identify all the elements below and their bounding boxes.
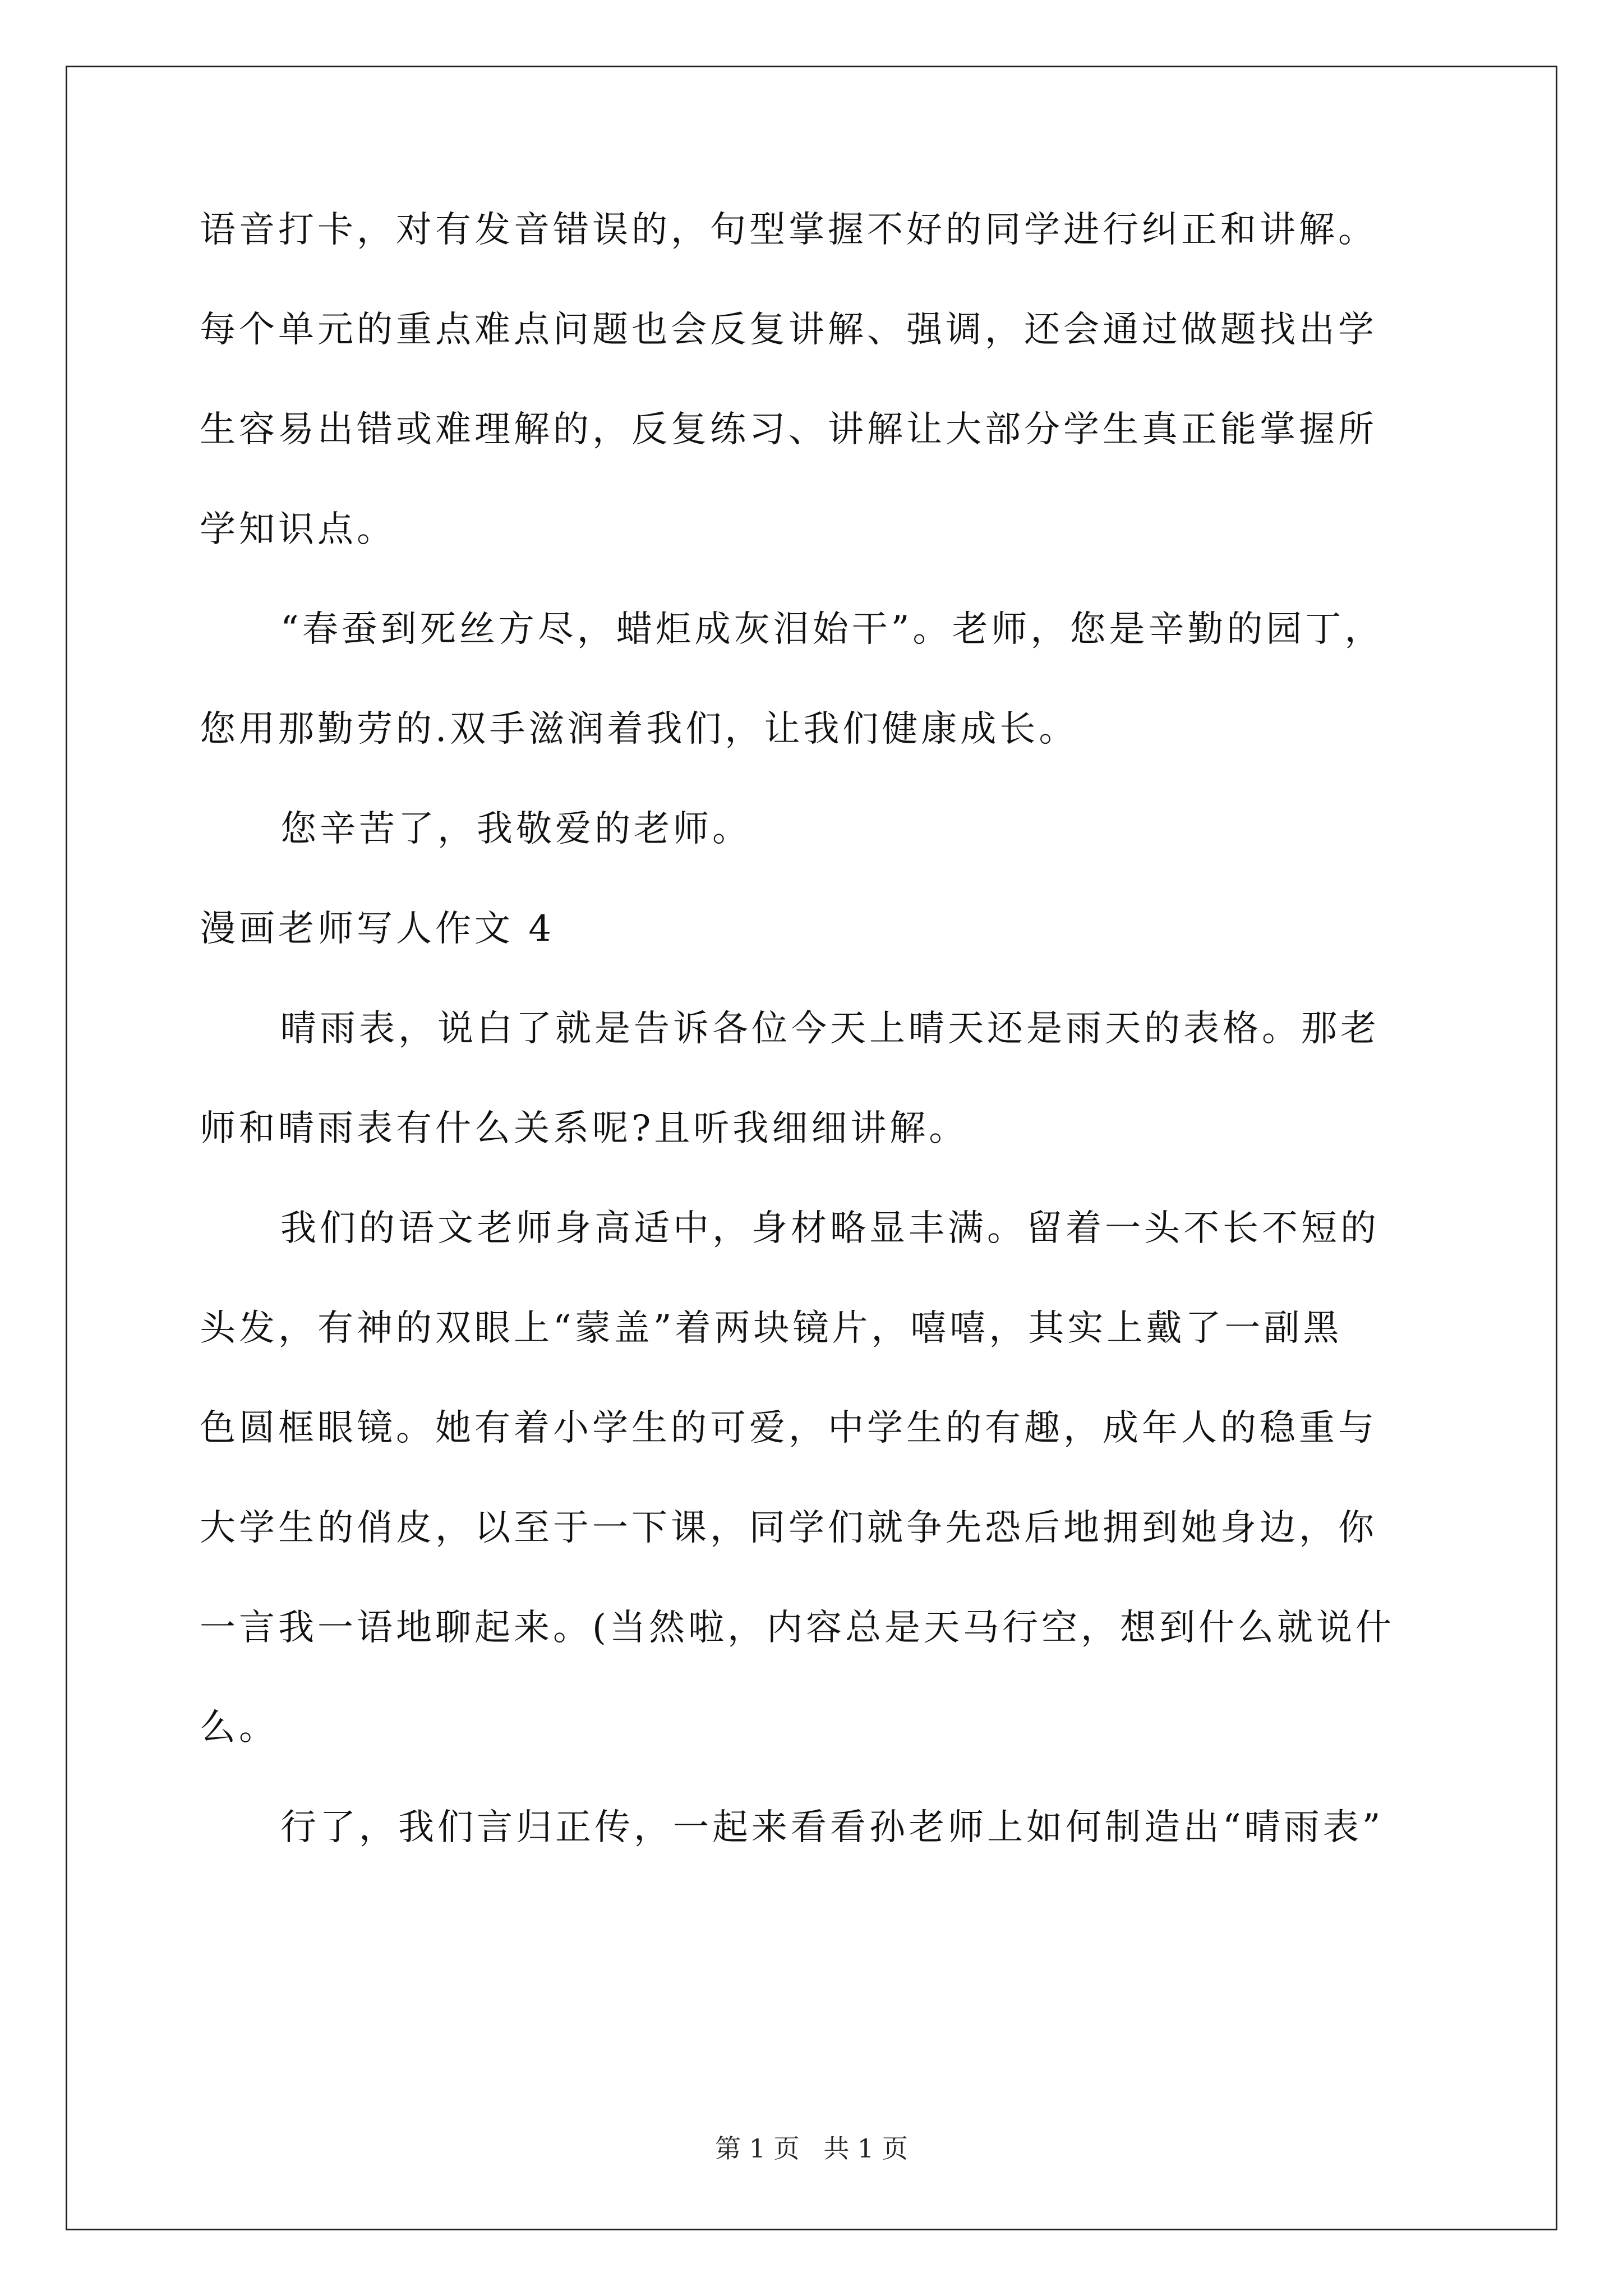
- text-line: 大学生的俏皮，以至于一下课，同学们就争先恐后地拥到她身边，你: [200, 1507, 1377, 1549]
- text-line: 您用那勤劳的.双手滋润着我们，让我们健康成长。: [200, 708, 1078, 750]
- section-heading: 漫画老师写人作文 4: [200, 908, 555, 950]
- page-total: 共 1 页: [823, 2133, 908, 2164]
- text-line: 色圆框眼镜。她有着小学生的可爱，中学生的有趣，成年人的稳重与: [200, 1407, 1377, 1449]
- page-footer: [0, 2132, 1623, 2165]
- paragraph-start: 行了，我们言归正传，一起来看看孙老师上如何制造出“晴雨表”: [280, 1807, 1384, 1848]
- text-line: 一言我一语地聊起来。(当然啦，内容总是天马行空，想到什么就说什: [200, 1607, 1395, 1649]
- text-line: 每个单元的重点难点问题也会反复讲解、强调，还会通过做题找出学: [200, 309, 1377, 351]
- paragraph-start: 晴雨表，说白了就是告诉各位今天上晴天还是雨天的表格。那老: [280, 1008, 1380, 1050]
- text-line: 语音打卡，对有发音错误的，句型掌握不好的同学进行纠正和讲解。: [200, 209, 1377, 251]
- paragraph-start: 我们的语文老师身高适中，身材略显丰满。留着一头不长不短的: [280, 1208, 1380, 1249]
- text-line: 么。: [200, 1707, 278, 1749]
- paragraph-start: 您辛苦了，我敬爱的老师。: [280, 808, 751, 850]
- text-line: 头发，有神的双眼上“蒙盖”着两块镜片，嘻嘻，其实上戴了一副黑: [200, 1308, 1343, 1349]
- text-line: 生容易出错或难理解的，反复练习、讲解让大部分学生真正能掌握所: [200, 409, 1377, 450]
- text-line: 学知识点。: [200, 509, 396, 550]
- paragraph-start: “春蚕到死丝方尽，蜡炬成灰泪始干”。老师，您是辛勤的园丁，: [280, 609, 1384, 650]
- text-line: 师和晴雨表有什么关系呢?且听我细细讲解。: [200, 1108, 969, 1149]
- page-number: 第 1 页: [715, 2133, 800, 2164]
